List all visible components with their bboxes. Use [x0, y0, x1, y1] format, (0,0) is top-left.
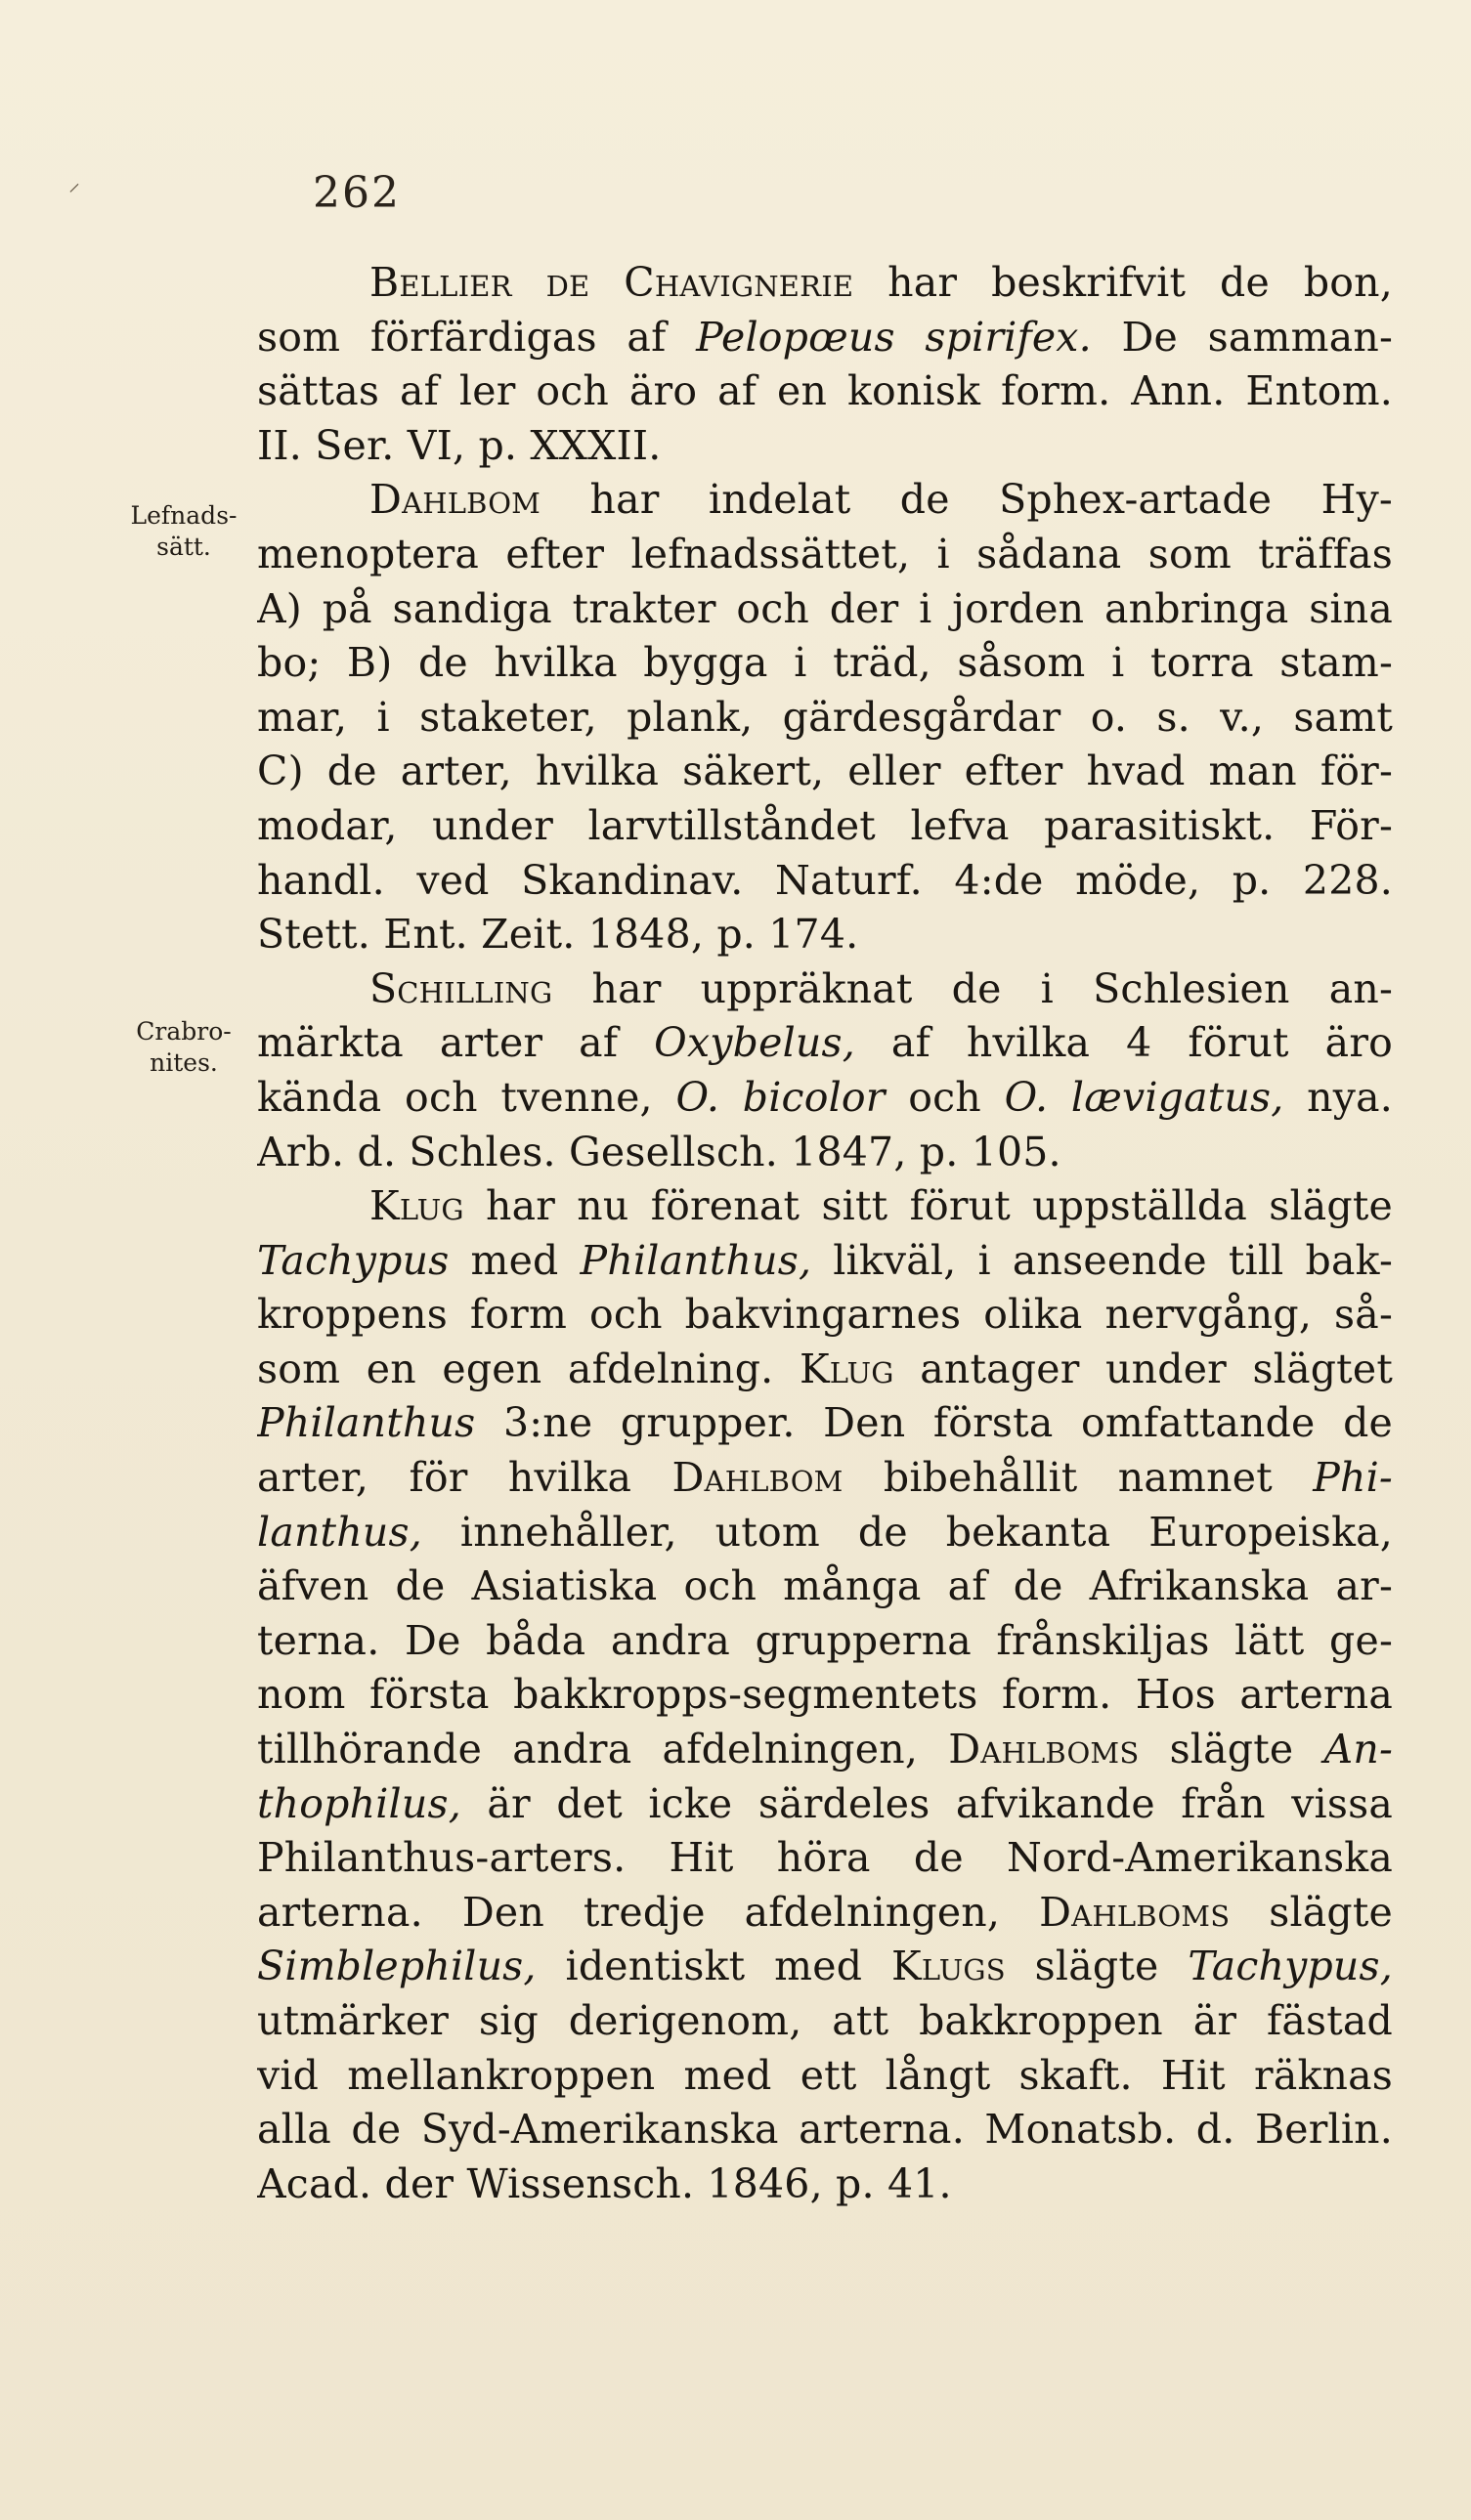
text-line [257, 473, 1393, 528]
italic-text: thophilus, [257, 1779, 461, 1827]
text-segment: har indelat de Sphex-artade Hy- [541, 476, 1393, 524]
text-segment: Stett. Ent. Zeit. 1848, p. 174. [257, 911, 859, 959]
text-line [257, 1451, 1393, 1506]
italic-text: O. bicolor [675, 1073, 886, 1121]
margin-note-lefnadssatt [115, 500, 252, 563]
text-segment: Philanthus-arters. Hit höra de Nord-Amerikanska [257, 1834, 1393, 1882]
text-line [257, 1343, 1393, 1397]
text-line [257, 2103, 1393, 2157]
text-line [257, 1288, 1393, 1343]
text-line [257, 2157, 1393, 2212]
text-segment: Arb. d. Schles. Gesellsch. 1847, p. 105. [257, 1128, 1061, 1175]
text-line [257, 1777, 1393, 1832]
text-segment: antager under slägtet [893, 1345, 1393, 1392]
text-line [257, 419, 1393, 474]
author-name: Klug [369, 1182, 464, 1230]
margin-note-crabronites [115, 1016, 252, 1079]
text-segment: C) de arter, hvilka säkert, eller efter hvad man för- [257, 747, 1393, 795]
italic-text: Tachypus, [1188, 1943, 1393, 1990]
margin-note-line: Crabro- [136, 1017, 232, 1046]
text-segment: modar, under larvtillståndet lefva parasitiskt. För- [257, 801, 1393, 849]
text-line [257, 691, 1393, 746]
text-line [257, 1994, 1393, 2049]
text-segment: som en egen afdelning. [257, 1345, 800, 1392]
text-line [257, 908, 1393, 962]
text-segment: handl. ved Skandinav. Naturf. 4:de möde, p. 228. [257, 856, 1393, 904]
italic-text: An- [1323, 1726, 1393, 1773]
text-segment: äfven de Asiatiska och många af de Afrikanska ar- [257, 1562, 1393, 1610]
margin-note-line: Lefnads- [130, 501, 238, 530]
text-line [257, 256, 1393, 311]
text-line [257, 1071, 1393, 1126]
italic-text: Simblephilus, [257, 1943, 537, 1990]
text-line [257, 1886, 1393, 1941]
text-segment: 3:ne grupper. Den första omfattande de [475, 1399, 1393, 1447]
text-line [257, 1559, 1393, 1614]
text-line [257, 962, 1393, 1017]
text-segment: alla de Syd-Amerikanska arterna. Monatsb. d. Berlin. [257, 2106, 1393, 2154]
text-segment: sättas af ler och äro af en konisk form. Ann. Entom. [257, 367, 1393, 415]
text-segment: mar, i staketer, plank, gärdesgårdar o. s. v., samt [257, 693, 1393, 741]
author-name: Dahlbom [369, 476, 541, 524]
text-segment: som förfärdigas af [257, 313, 697, 361]
margin-note-line: sätt. [156, 533, 211, 561]
text-line [257, 1396, 1393, 1451]
italic-text: Tachypus [257, 1236, 450, 1284]
text-line [257, 636, 1393, 691]
text-segment: märkta arter af [257, 1019, 655, 1067]
text-segment: vid mellankroppen med ett långt skaft. Hit räknas [257, 2051, 1393, 2099]
body-text [257, 256, 1393, 2211]
text-segment: utmärker sig derigenom, att bakkroppen är fästad [257, 1997, 1393, 2044]
author-name: Bellier de Chavignerie [369, 259, 854, 306]
text-line [257, 745, 1393, 799]
italic-text: lanthus, [257, 1508, 422, 1556]
text-segment: arter, för hvilka [257, 1454, 672, 1502]
text-line [257, 1016, 1393, 1071]
page-number: 262 [313, 168, 401, 218]
text-line [257, 582, 1393, 637]
italic-text: Phi- [1313, 1454, 1393, 1502]
text-line [257, 528, 1393, 582]
text-segment: likväl, i anseende till bak- [811, 1236, 1393, 1284]
text-segment: Acad. der Wissensch. 1846, p. 41. [257, 2159, 952, 2207]
author-name: Klug [799, 1345, 894, 1392]
text-segment: bo; B) de hvilka bygga i träd, såsom i torra stam- [257, 639, 1393, 687]
text-segment: af hvilka 4 förut äro [854, 1019, 1393, 1067]
text-line [257, 2049, 1393, 2104]
margin-note-line: nites. [150, 1048, 218, 1077]
italic-text: Oxybelus, [654, 1019, 855, 1067]
text-line [257, 1668, 1393, 1723]
text-line [257, 1234, 1393, 1289]
italic-text: Philanthus [257, 1399, 476, 1447]
italic-text: Philanthus, [580, 1236, 812, 1284]
text-segment: innehåller, utom de bekanta Europeiska, [421, 1508, 1393, 1556]
text-segment: arterna. Den tredje afdelningen, [257, 1888, 1040, 1936]
text-line [257, 1506, 1393, 1560]
text-segment: bibehållit namnet [843, 1454, 1314, 1502]
text-segment: kända och tvenne, [257, 1073, 676, 1121]
text-line [257, 799, 1393, 854]
text-line [257, 1831, 1393, 1886]
text-segment: nom första bakkropps-segmentets form. Hos arterna [257, 1671, 1393, 1719]
text-line [257, 1723, 1393, 1777]
text-segment: slägte [1230, 1888, 1393, 1936]
author-name: Dahlboms [1039, 1888, 1231, 1936]
text-line [257, 364, 1393, 419]
text-segment: kroppens form och bakvingarnes olika nervgång, så- [257, 1291, 1393, 1339]
text-segment: terna. De båda andra grupperna frånskiljas lätt ge- [257, 1616, 1393, 1664]
text-line [257, 1126, 1393, 1180]
text-segment: De samman- [1091, 313, 1393, 361]
author-name: Klugs [891, 1943, 1006, 1990]
author-name: Dahlbom [671, 1454, 844, 1502]
italic-text: O. lævigatus, [1004, 1073, 1284, 1121]
text-segment: och [885, 1073, 1005, 1121]
author-name: Dahlboms [948, 1726, 1140, 1773]
text-segment: menoptera efter lefnadssättet, i sådana som träffas [257, 530, 1393, 577]
text-segment: nya. [1283, 1073, 1393, 1121]
text-segment: är det icke särdeles afvikande från vissa [460, 1779, 1393, 1827]
text-segment: med [449, 1236, 581, 1284]
text-segment: II. Ser. VI, p. XXXII. [257, 421, 662, 469]
text-segment: har uppräknat de i Schlesien an- [552, 964, 1393, 1012]
text-segment: A) på sandiga trakter och der i jorden anbringa sina [257, 584, 1393, 632]
text-line [257, 1940, 1393, 1994]
text-segment: slägte [1139, 1726, 1324, 1773]
text-line [257, 854, 1393, 909]
text-segment: tillhörande andra afdelningen, [257, 1726, 949, 1773]
text-segment: identiskt med [536, 1943, 892, 1990]
text-segment: har nu förenat sitt förut uppställda slägte [463, 1182, 1393, 1230]
author-name: Schilling [369, 964, 553, 1012]
italic-text: Pelopœus spirifex. [696, 313, 1092, 361]
margin-mark: ⸍ [68, 179, 80, 206]
text-segment: slägte [1005, 1943, 1189, 1990]
text-line [257, 1614, 1393, 1669]
text-segment: har beskrifvit de bon, [853, 259, 1393, 306]
text-line [257, 1179, 1393, 1234]
text-line [257, 311, 1393, 365]
